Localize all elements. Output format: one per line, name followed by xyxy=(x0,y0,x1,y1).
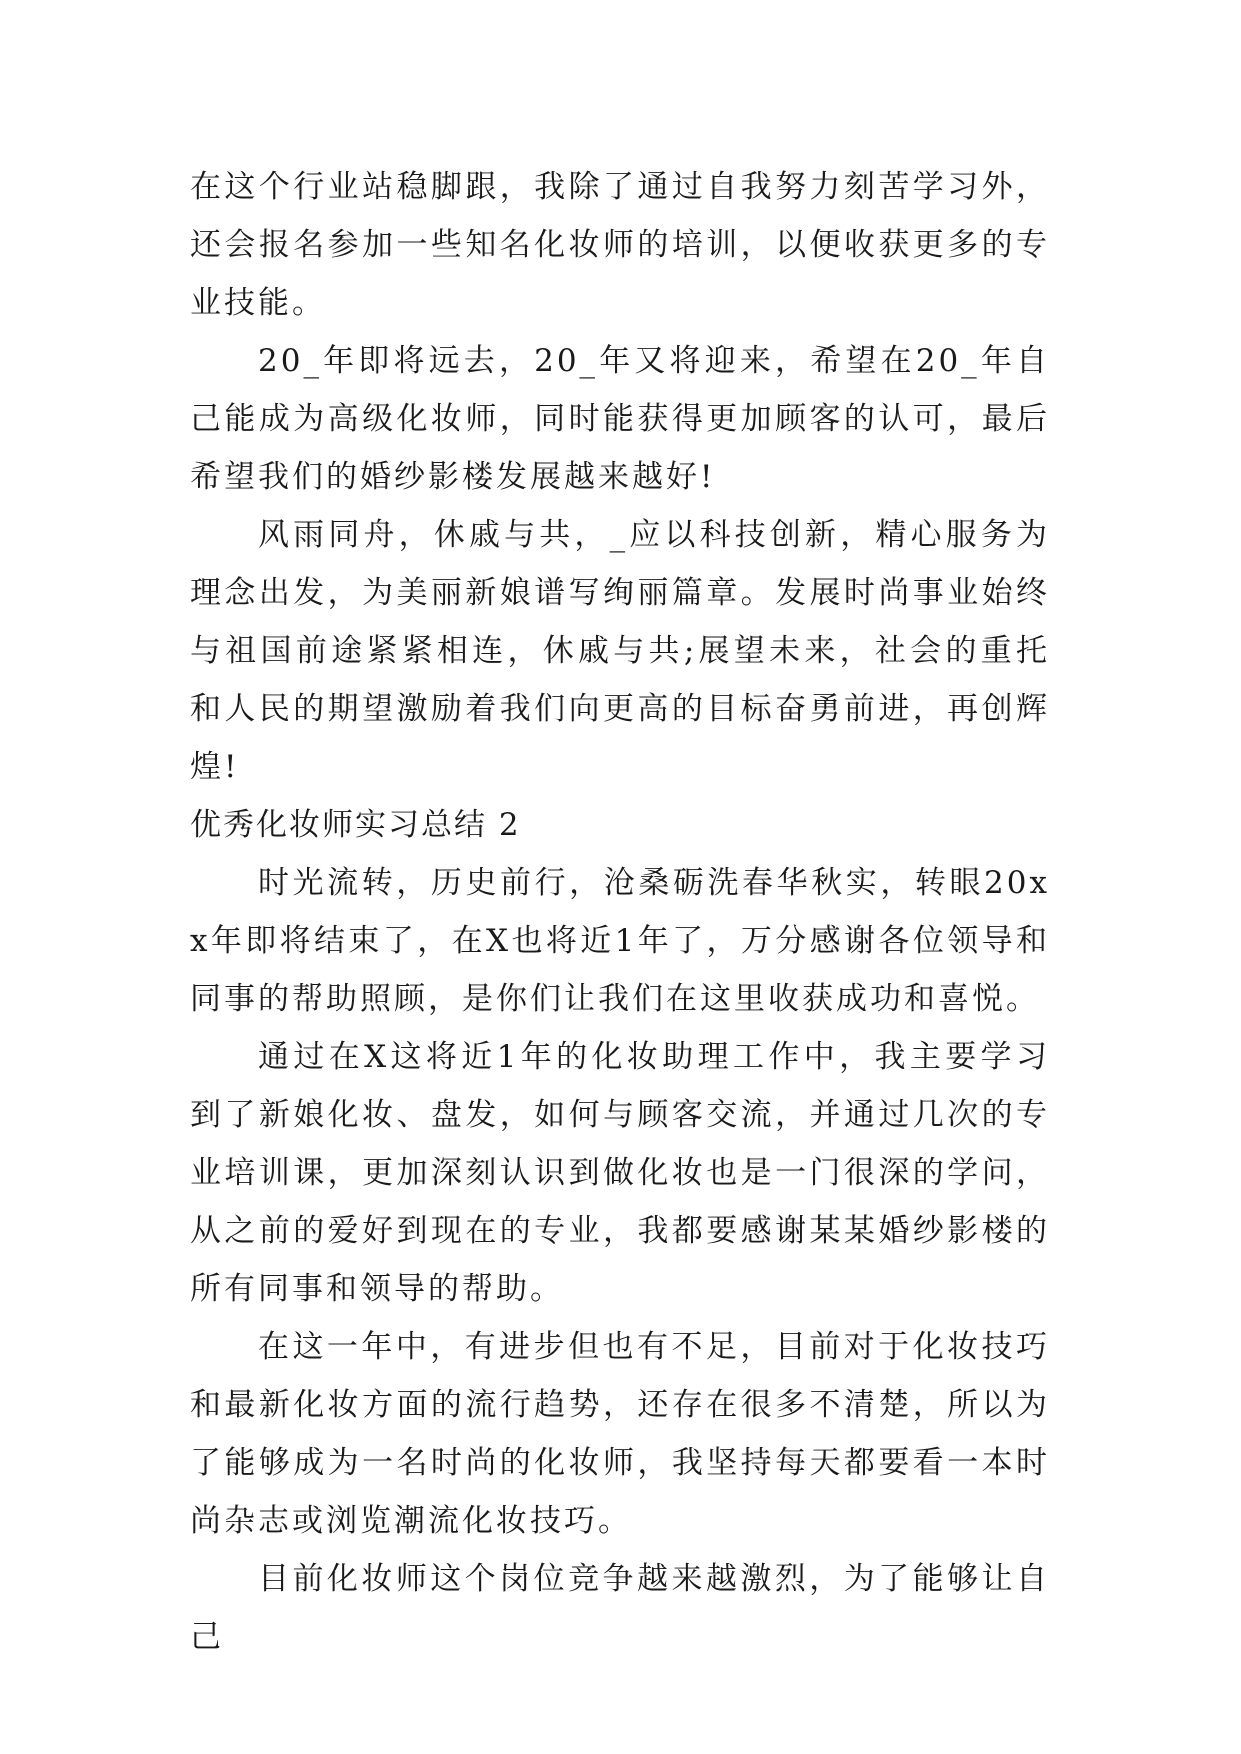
paragraph: 在这一年中，有进步但也有不足，目前对于化妆技巧和最新化妆方面的流行趋势，还存在很多不清楚，所以为了能够成为一名时尚的化妆师，我坚持每天都要看一本时尚杂志或浏览潮流化妆技巧。 xyxy=(190,1329,1050,1539)
paragraph: 通过在X这将近1年的化妆助理工作中，我主要学习到了新娘化妆、盘发，如何与顾客交流，并通过几次的专业培训课，更加深刻认识到做化妆也是一门很深的学问，从之前的爱好到现在的专业，我都要感谢某某婚纱影楼的所有同事和领导的帮助。 xyxy=(190,1039,1050,1307)
paragraph: 时光流转，历史前行，沧桑砺洗春华秋实，转眼20xx年即将结束了，在X也将近1年了，万分感谢各位领导和同事的帮助照顾，是你们让我们在这里收获成功和喜悦。 xyxy=(190,865,1050,1017)
paragraph: 在这个行业站稳脚跟，我除了通过自我努力刻苦学习外，还会报名参加一些知名化妆师的培训，以便收获更多的专业技能。 xyxy=(190,169,1050,321)
paragraph: 20_年即将远去，20_年又将迎来，希望在20_年自己能成为高级化妆师，同时能获得更加顾客的认可，最后希望我们的婚纱影楼发展越来越好! xyxy=(190,343,1050,495)
document-body xyxy=(190,158,1050,1666)
section-title: 优秀化妆师实习总结 2 xyxy=(190,807,521,843)
paragraph: 风雨同舟，休戚与共，_应以科技创新，精心服务为理念出发，为美丽新娘谱写绚丽篇章。发展时尚事业始终与祖国前途紧紧相连，休戚与共;展望未来，社会的重托和人民的期望激励着我们向更高的目标奋勇前进，再创辉煌! xyxy=(190,517,1050,785)
paragraph: 目前化妆师这个岗位竞争越来越激烈，为了能够让自己 xyxy=(190,1561,1050,1655)
